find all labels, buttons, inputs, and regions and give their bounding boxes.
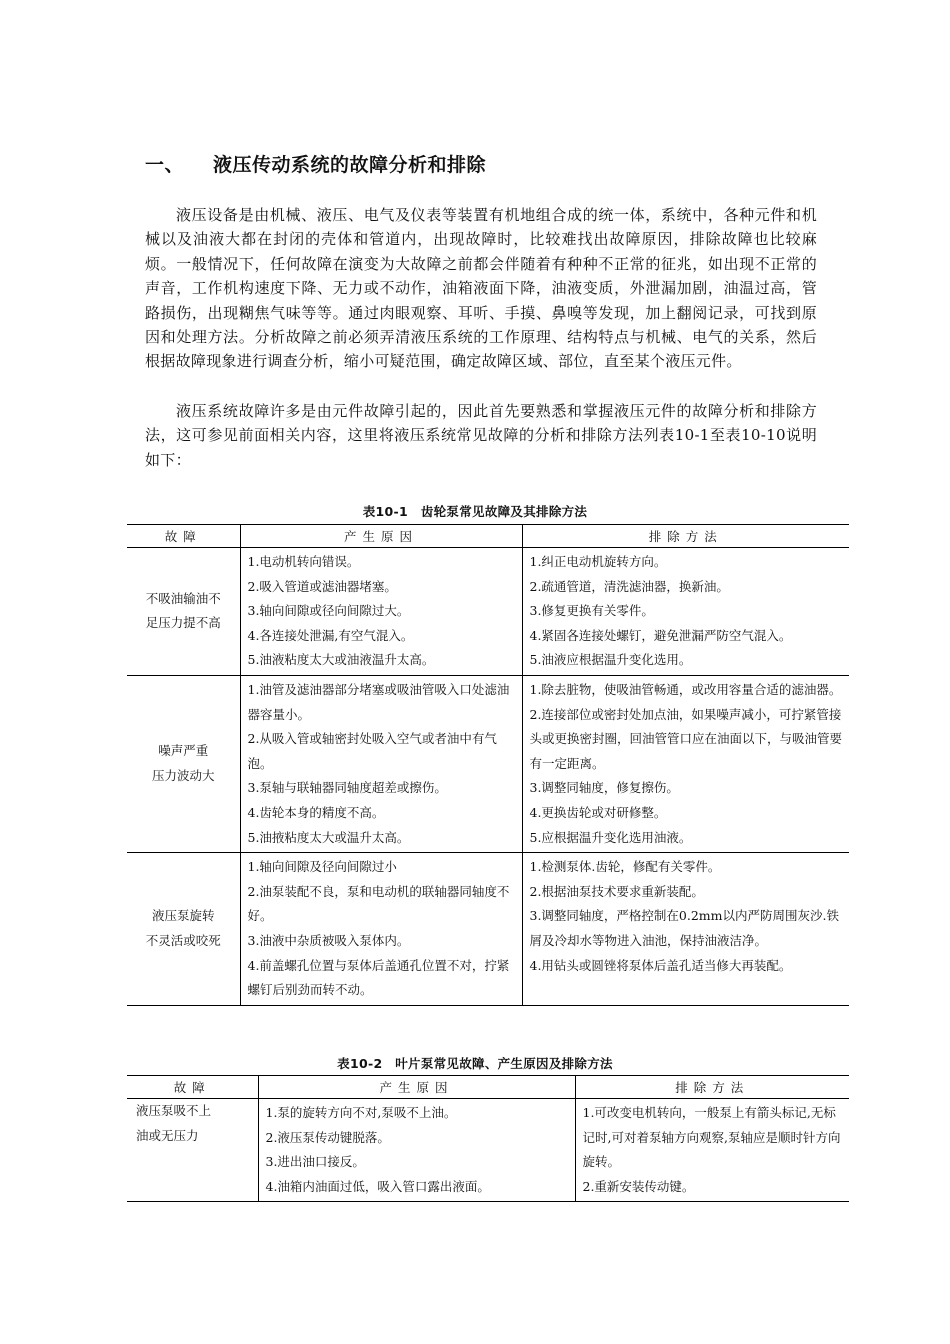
fault-cell: 不吸油输油不 足压力提不高 <box>127 548 240 676</box>
header-fault: 故障 <box>127 1076 258 1099</box>
table2-caption: 表10-2 叶片泵常见故障、产生原因及排除方法 <box>337 1056 613 1071</box>
fault-cell: 液压泵旋转 不灵活或咬死 <box>127 853 240 1006</box>
section-title: 液压传动系统的故障分析和排除 <box>213 154 487 176</box>
table-row <box>127 675 849 852</box>
header-remedy: 排除方法 <box>575 1076 849 1099</box>
remedy-cell: 1.可改变电机转向，一般泵上有箭头标记,无标记时,可对着泵轴方向观察,泵轴应是顺时针方向旋转。 2.重新安装传动键。 <box>575 1099 849 1202</box>
table-header-row <box>127 1076 849 1099</box>
vane-pump-fault-table <box>127 1075 849 1202</box>
fault-cell: 噪声严重 压力波动大 <box>127 675 240 852</box>
header-remedy: 排除方法 <box>522 525 849 548</box>
paragraph-intro: 液压设备是由机械、液压、电气及仪表等装置有机地组合成的统一体，系统中，各种元件和机械以及油液大都在封闭的壳体和管道内，出现故障时，比较难找出故障原因，排除故障也比较麻烦。一般情况下，任何故障在演变为大故障之前都会伴随着有种种不正常的征兆，如出现不正常的声音，工作机构速度下降、无力或不动作，油箱液面下降，油液变质，外泄漏加剧，油温过高，管路损伤，出现糊焦气味等等。通过肉眼观察、耳听、手摸、鼻嗅等发现，加上翻阅记录，可找到原因和处理方法。分析故障之前必须弄清液压系统的工作原理、结构特点与机械、电气的关系，然后根据故障现象进行调查分析，缩小可疑范围，确定故障区域、部位，直至某个液压元件。 <box>145 206 817 371</box>
table-row <box>127 1099 849 1202</box>
remedy-cell: 1.除去脏物，使吸油管畅通，或改用容量合适的滤油器。 2.连接部位或密封处加点油，如果噪声减小，可拧紧管接头或更换密封圈，回油管管口应在油面以下，与吸油管要有一定距离。 3.调整同轴度，修复擦伤。 4.更换齿轮或对研修整。 5.应根据温升变化选用油液。 <box>522 675 849 852</box>
table-row <box>127 548 849 676</box>
header-cause: 产生原因 <box>240 525 522 548</box>
gear-pump-fault-table <box>127 524 849 1006</box>
table-row <box>127 853 849 1006</box>
cause-cell: 1.轴向间隙及径向间隙过小 2.油泵装配不良，泵和电动机的联轴器同轴度不好。 3.油液中杂质被吸入泵体内。 4.前盖螺孔位置与泵体后盖通孔位置不对，拧紧螺钉后别劲而转不动。 <box>240 853 522 1006</box>
section-number: 一、 <box>145 154 185 176</box>
cause-cell: 1.泵的旋转方向不对,泵吸不上油。 2.液压泵传动键脱落。 3.进出油口接反。 4.油箱内油面过低，吸入管口露出液面。 <box>258 1099 575 1202</box>
table1-caption: 表10-1 齿轮泵常见故障及其排除方法 <box>362 504 588 519</box>
paragraph-tables-intro: 液压系统故障许多是由元件故障引起的，因此首先要熟悉和掌握液压元件的故障分析和排除方法，这可参见前面相关内容，这里将液压系统常见故障的分析和排除方法列表10-1至表10-10说明如下： <box>145 402 817 469</box>
header-fault: 故障 <box>127 525 240 548</box>
section-heading <box>145 150 486 177</box>
cause-cell: 1.油管及滤油器部分堵塞或吸油管吸入口处滤油器容量小。 2.从吸入管或轴密封处吸入空气或者油中有气泡。 3.泵轴与联轴器同轴度超差或擦伤。 4.齿轮本身的精度不高。 5.油掖粘度太大或温升太高。 <box>240 675 522 852</box>
cause-cell: 1.电动机转向错误。 2.吸入管道或滤油器堵塞。 3.轴向间隙或径向间隙过大。 4.各连接处泄漏,有空气混入。 5.油液粘度太大或油液温升太高。 <box>240 548 522 676</box>
remedy-cell: 1.纠正电动机旋转方向。 2.疏通管道，清洗滤油器，换新油。 3.修复更换有关零件。 4.紧固各连接处螺钉，避免泄漏严防空气混入。 5.油液应根据温升变化选用。 <box>522 548 849 676</box>
table-header-row <box>127 525 849 548</box>
fault-cell: 液压泵吸不上 油或无压力 <box>127 1099 258 1202</box>
header-cause: 产生原因 <box>258 1076 575 1099</box>
remedy-cell: 1.检测泵体.齿轮，修配有关零件。 2.根据油泵技术要求重新装配。 3.调整同轴度，严格控制在0.2mm以内严防周围灰沙.铁屑及冷却水等物进入油池，保持油液洁净。 4.用钻头或圆锉将泵体后盖孔适当修大再装配。 <box>522 853 849 1006</box>
